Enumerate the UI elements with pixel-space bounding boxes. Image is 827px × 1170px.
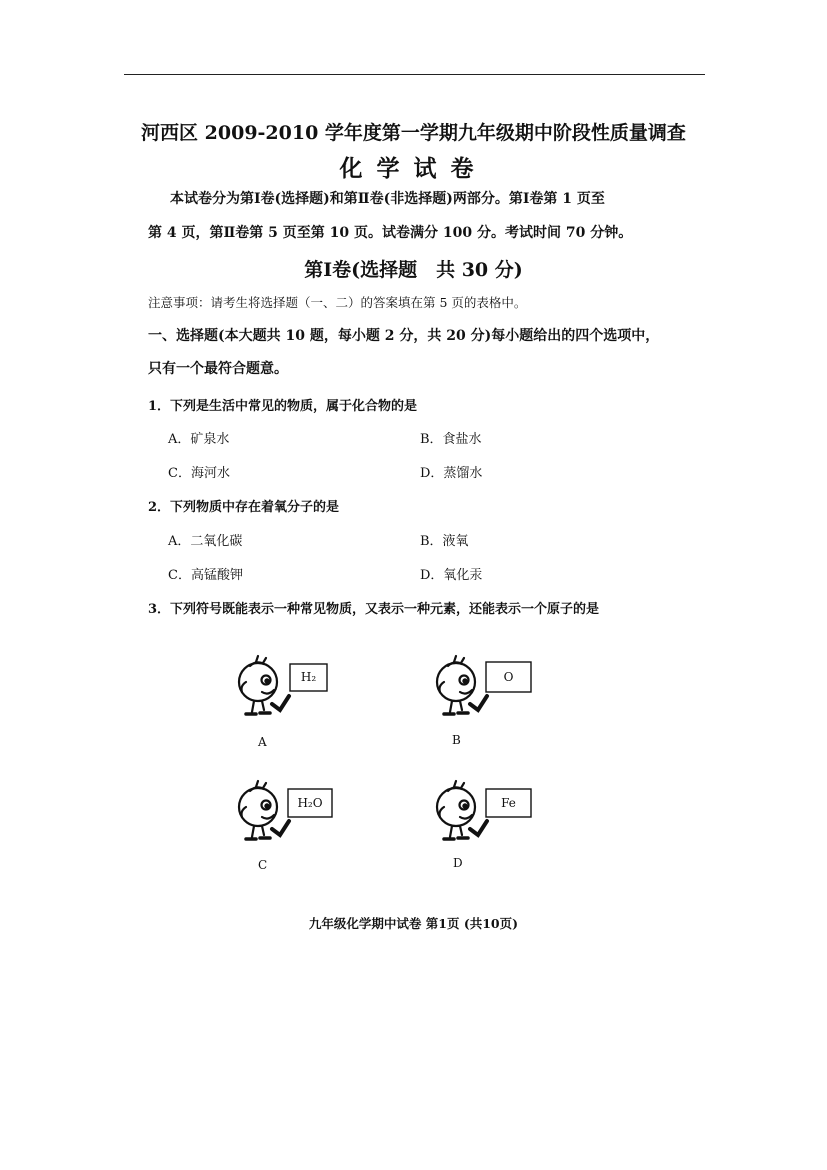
figure-b-label: B	[452, 733, 461, 747]
figure-d-label: D	[453, 856, 463, 870]
exam-title: 河西区 2009-2010 学年度第一学期九年级期中阶段性质量调查	[141, 122, 686, 144]
question-2-stem: 2．下列物质中存在着氧分子的是	[148, 500, 340, 515]
section-heading: 第Ⅰ卷(选择题 共 30 分)	[304, 259, 523, 281]
question-2-option-b: B．液氧	[420, 534, 469, 549]
question-1-option-d: D．蒸馏水	[420, 466, 483, 481]
figure-b-cartoon	[430, 652, 534, 728]
intro-line-2: 第 4 页，第Ⅱ卷第 5 页至第 10 页。试卷满分 100 分。考试时间 70 分钟。	[148, 225, 633, 241]
question-2-option-c: C．高锰酸钾	[168, 568, 243, 583]
figure-a-cartoon	[232, 652, 332, 728]
figure-c-cartoon	[232, 777, 336, 853]
figure-c-label: C	[258, 858, 268, 872]
question-2-option-d: D．氧化汞	[420, 568, 483, 583]
page-footer: 九年级化学期中试卷 第1页 (共10页)	[308, 916, 519, 931]
question-1-option-a: A．矿泉水	[168, 432, 230, 447]
figure-a-symbol: H₂	[300, 670, 317, 684]
figure-d-cartoon	[430, 777, 534, 853]
question-2-option-a: A．二氧化碳	[168, 534, 243, 549]
cartoon-character-icon	[232, 777, 336, 849]
cartoon-character-icon	[430, 652, 534, 724]
figure-a-label: A	[258, 735, 267, 749]
intro-line-1: 本试卷分为第Ⅰ卷(选择题)和第Ⅱ卷(非选择题)两部分。第Ⅰ卷第 1 页至	[170, 191, 605, 207]
question-1-option-b: B．食盐水	[420, 432, 482, 447]
part1-instructions-line-2: 只有一个最符合题意。	[148, 361, 288, 377]
figure-c-symbol: H₂O	[297, 796, 323, 810]
question-1-option-c: C．海河水	[168, 466, 230, 481]
figure-d-symbol: Fe	[501, 796, 516, 810]
subject-title: 化学试卷	[339, 155, 488, 182]
question-3-stem: 3．下列符号既能表示一种常见物质，又表示一种元素，还能表示一个原子的是	[148, 602, 600, 617]
part1-instructions-line-1: 一、选择题(本大题共 10 题，每小题 2 分，共 20 分)每小题给出的四个选项中，	[148, 328, 660, 344]
attention-note: 注意事项：请考生将选择题（一、二）的答案填在第 5 页的表格中。	[148, 295, 527, 310]
cartoon-character-icon	[430, 777, 534, 849]
top-rule	[124, 74, 705, 75]
question-1-stem: 1．下列是生活中常见的物质，属于化合物的是	[148, 399, 418, 414]
cartoon-character-icon	[232, 652, 332, 724]
figure-b-symbol: O	[503, 670, 514, 684]
